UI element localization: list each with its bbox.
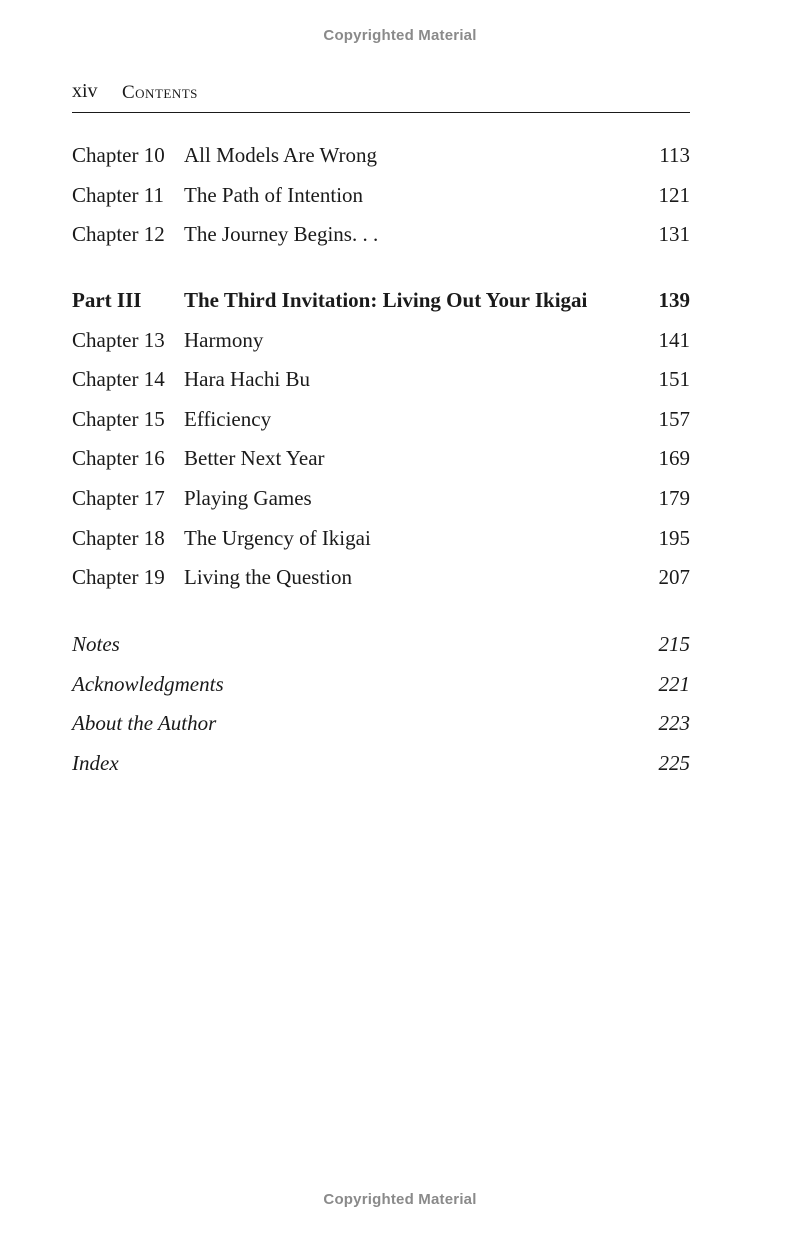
page-reference: 225 <box>658 750 690 775</box>
page-number: xiv <box>72 80 98 102</box>
page-reference: 157 <box>658 406 690 431</box>
back-matter-title: About the Author <box>72 711 217 736</box>
page-reference: 141 <box>658 327 690 352</box>
toc-back-matter <box>72 634 690 792</box>
page-reference: 195 <box>658 525 690 550</box>
chapter-title: The Urgency of Ikigai <box>184 525 371 550</box>
chapter-title: Living the Question <box>184 565 352 590</box>
page-reference: 169 <box>658 446 690 471</box>
toc-entry-chapter-13 <box>72 327 690 370</box>
chapter-label: Chapter 19 <box>72 565 165 590</box>
toc-entry-about-the-author <box>72 713 690 753</box>
chapter-title: Better Next Year <box>184 446 325 471</box>
part-title: The Third Invitation: Living Out Your Ikigai <box>184 288 588 312</box>
chapter-label: Chapter 16 <box>72 446 165 471</box>
page-reference: 179 <box>658 485 690 510</box>
chapter-title: Playing Games <box>184 485 312 510</box>
page-reference: 223 <box>658 711 690 736</box>
copyright-watermark-bottom: Copyrighted Material <box>323 1191 477 1208</box>
toc-entry-chapter-10 <box>72 145 690 185</box>
toc-entry-chapter-12 <box>72 224 690 264</box>
toc-entry-chapter-14 <box>72 369 690 409</box>
page-reference: 113 <box>659 143 690 167</box>
toc-entry-chapter-11 <box>72 182 690 225</box>
page-reference: 221 <box>658 671 690 696</box>
toc-chapters-part-ii-end <box>72 145 690 264</box>
running-head <box>72 78 690 113</box>
page-reference: 121 <box>658 182 690 207</box>
chapter-label: Chapter 13 <box>72 327 165 352</box>
toc-entry-acknowledgments <box>72 671 690 714</box>
back-matter-title: Notes <box>72 632 120 656</box>
toc-entry-chapter-16 <box>72 448 690 488</box>
page-reference: 131 <box>658 222 690 247</box>
chapter-label: Chapter 10 <box>72 143 165 167</box>
page-reference: 207 <box>658 565 690 590</box>
toc-entry-part-iii <box>72 290 690 330</box>
toc-entry-chapter-15 <box>72 406 690 449</box>
chapter-title: The Journey Begins. . . <box>184 222 379 247</box>
toc-entry-chapter-18 <box>72 525 690 568</box>
part-label: Part III <box>72 288 142 312</box>
section-title: Contents <box>122 82 198 103</box>
chapter-label: Chapter 12 <box>72 222 165 247</box>
toc-entry-chapter-19 <box>72 567 690 607</box>
chapter-label: Chapter 14 <box>72 367 165 392</box>
chapter-label: Chapter 17 <box>72 485 165 510</box>
back-matter-title: Index <box>72 750 119 775</box>
chapter-label: Chapter 11 <box>72 182 164 207</box>
toc-part-iii <box>72 290 690 607</box>
copyright-watermark-top: Copyrighted Material <box>323 27 477 44</box>
chapter-title: Efficiency <box>184 406 272 431</box>
chapter-title: The Path of Intention <box>184 182 364 207</box>
toc-entry-index <box>72 750 690 793</box>
chapter-label: Chapter 15 <box>72 406 165 431</box>
chapter-title: All Models Are Wrong <box>184 143 377 167</box>
chapter-label: Chapter 18 <box>72 525 165 550</box>
page-reference: 151 <box>658 367 690 392</box>
page-reference: 139 <box>658 288 690 312</box>
chapter-title: Harmony <box>184 327 264 352</box>
chapter-title: Hara Hachi Bu <box>184 367 310 392</box>
toc-entry-chapter-17 <box>72 485 690 528</box>
toc-entry-notes <box>72 634 690 674</box>
back-matter-title: Acknowledgments <box>72 671 224 696</box>
page-reference: 215 <box>658 632 690 656</box>
